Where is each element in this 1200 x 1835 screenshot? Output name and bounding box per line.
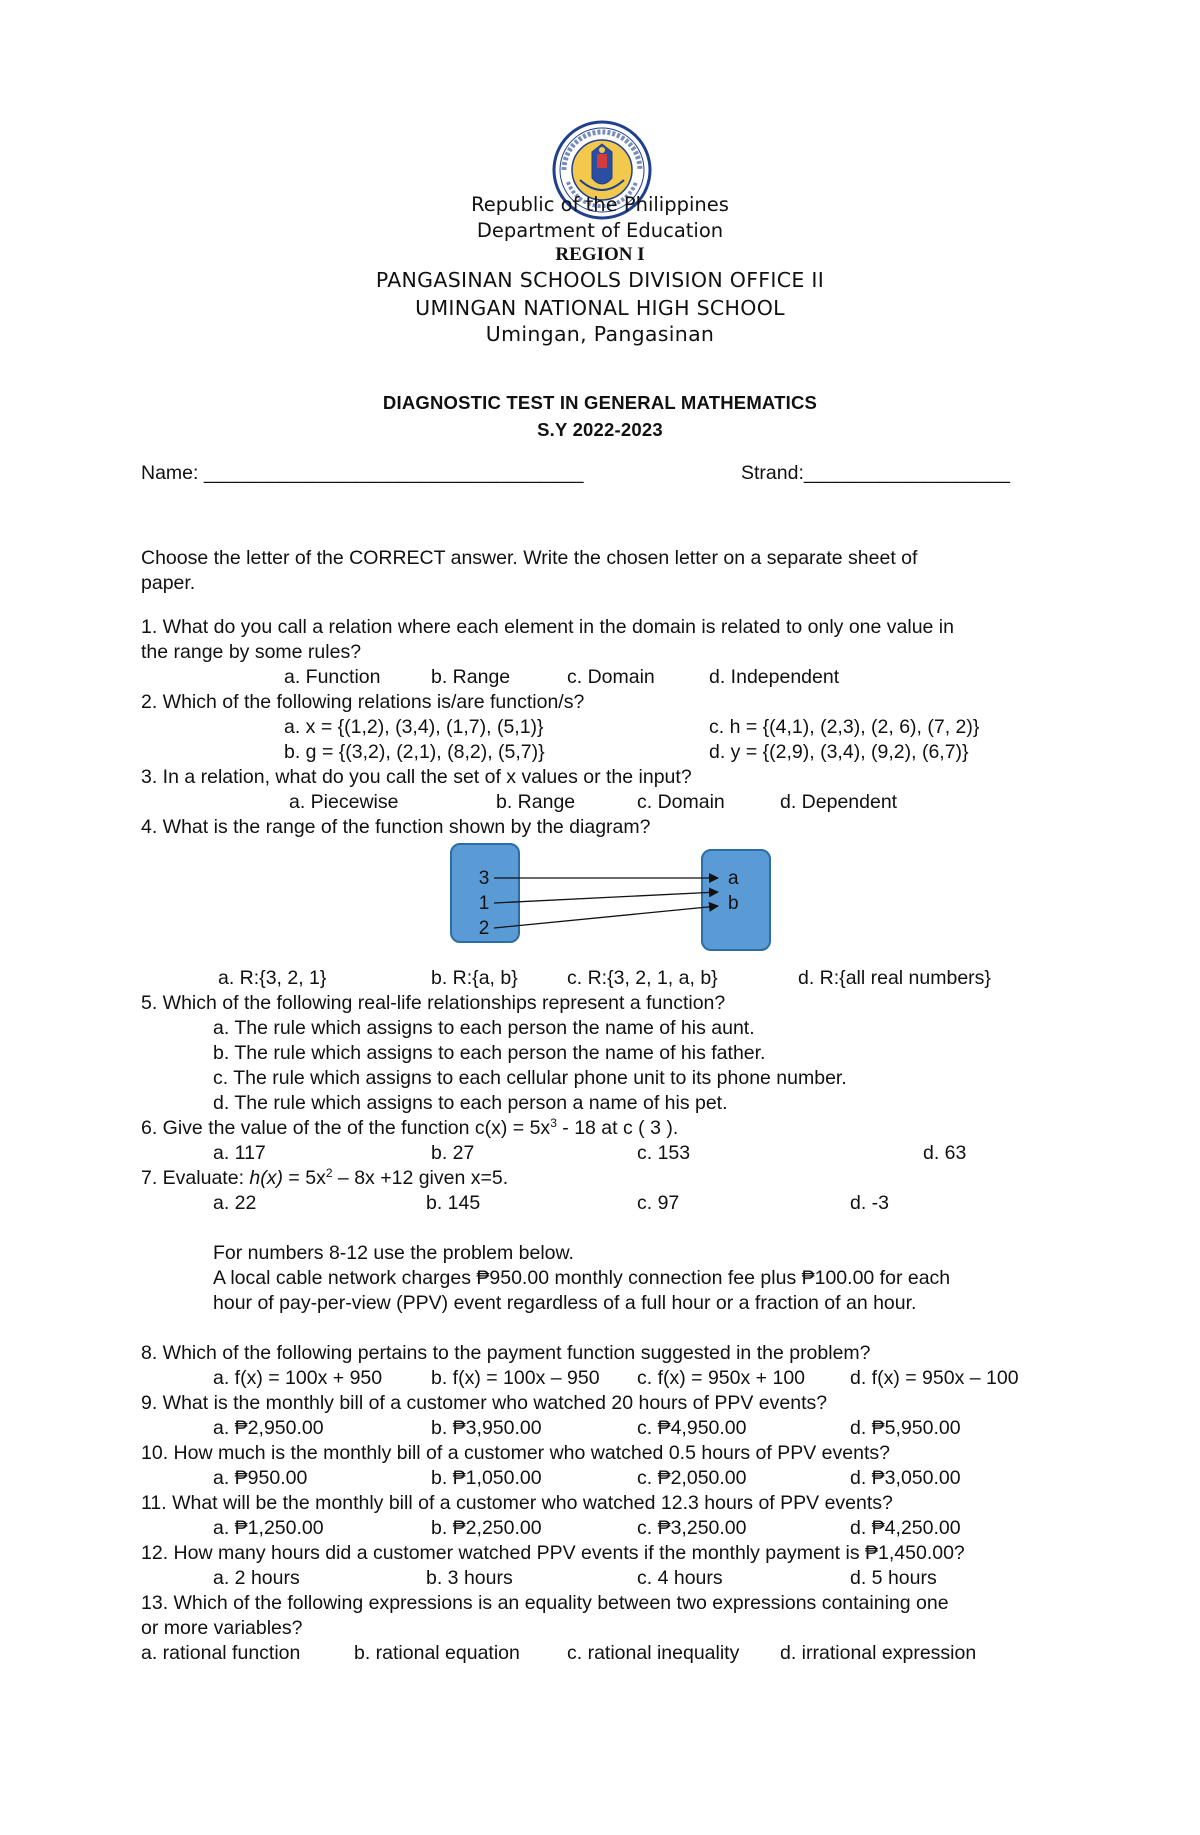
q11-option-b: b. ₱2,250.00 — [431, 1517, 542, 1539]
question-12: 12. How many hours did a customer watched PPV events if the monthly payment is ₱1,450.00? — [141, 1542, 965, 1564]
q5-option-a: a. The rule which assigns to each person the name of his aunt. — [213, 1017, 755, 1039]
range-element: a — [728, 868, 739, 889]
q6-option-b: b. 27 — [431, 1142, 475, 1164]
instructions-line: paper. — [141, 572, 196, 594]
q7-function-name: h(x) — [249, 1167, 283, 1189]
mapping-arrow — [494, 906, 718, 928]
domain-element: 1 — [478, 893, 490, 914]
q12-option-d: d. 5 hours — [850, 1567, 937, 1589]
range-element: b — [728, 893, 739, 914]
q1-option-b: b. Range — [431, 666, 511, 688]
division-text: PANGASINAN SCHOOLS DIVISION OFFICE II — [375, 268, 825, 292]
republic-text: Republic of the Philippines — [471, 193, 729, 216]
problem-intro: For numbers 8-12 use the problem below. — [213, 1242, 574, 1264]
q5-option-d: d. The rule which assigns to each person a name of his pet. — [213, 1092, 728, 1114]
q13-option-d: d. irrational expression — [780, 1642, 977, 1664]
q6-exponent: 3 — [550, 1116, 557, 1130]
school-location: Umingan, Pangasinan — [485, 322, 715, 346]
q9-option-a: a. ₱2,950.00 — [213, 1417, 324, 1439]
q4-option-d: d. R:{all real numbers} — [798, 967, 991, 989]
q1-option-a: a. Function — [284, 666, 381, 688]
q6-option-a: a. 117 — [213, 1142, 266, 1164]
question-1: 1. What do you call a relation where each element in the domain is related to only one value in — [141, 616, 954, 638]
department-text: Department of Education — [476, 219, 724, 242]
question-1-cont: the range by some rules? — [141, 641, 362, 663]
q3-option-c: c. Domain — [637, 791, 725, 813]
q7-text-end: – 8x +12 given x=5. — [332, 1167, 509, 1189]
question-6 — [141, 1116, 678, 1140]
q10-option-b: b. ₱1,050.00 — [431, 1467, 542, 1489]
q4-option-b: b. R:{a, b} — [431, 967, 518, 989]
region-text: REGION I — [555, 244, 645, 265]
q9-option-c: c. ₱4,950.00 — [637, 1417, 747, 1439]
q8-option-c: c. f(x) = 950x + 100 — [637, 1367, 806, 1389]
q1-option-c: c. Domain — [567, 666, 655, 688]
q12-option-a: a. 2 hours — [213, 1567, 300, 1589]
instructions-line: Choose the letter of the CORRECT answer. Write the chosen letter on a separate sheet of — [141, 547, 918, 569]
question-2: 2. Which of the following relations is/are function/s? — [141, 691, 585, 713]
q9-option-b: b. ₱3,950.00 — [431, 1417, 542, 1439]
q1-option-d: d. Independent — [709, 666, 840, 688]
school-year: S.Y 2022-2023 — [537, 419, 663, 440]
test-title: DIAGNOSTIC TEST IN GENERAL MATHEMATICS — [382, 392, 818, 413]
q12-option-c: c. 4 hours — [637, 1567, 723, 1589]
q2-option-d: d. y = {(2,9), (3,4), (9,2), (6,7)} — [709, 741, 969, 763]
q6-option-c: c. 153 — [637, 1142, 691, 1164]
q13-option-b: b. rational equation — [354, 1642, 520, 1664]
q5-option-b: b. The rule which assigns to each person the name of his father. — [213, 1042, 766, 1064]
question-5: 5. Which of the following real-life relationships represent a function? — [141, 992, 726, 1014]
mapping-arrow — [494, 892, 718, 903]
q7-option-d: d. -3 — [850, 1192, 890, 1214]
question-11: 11. What will be the monthly bill of a customer who watched 12.3 hours of PPV events? — [141, 1492, 893, 1514]
q9-option-d: d. ₱5,950.00 — [850, 1417, 961, 1439]
problem-text: hour of pay-per-view (PPV) event regardless of a full hour or a fraction of an hour. — [213, 1292, 917, 1314]
q6-text-end: - 18 at c ( 3 ). — [556, 1117, 679, 1139]
q4-option-a: a. R:{3, 2, 1} — [218, 967, 327, 989]
q7-option-b: b. 145 — [426, 1192, 481, 1214]
q10-option-d: d. ₱3,050.00 — [850, 1467, 961, 1489]
name-field[interactable]: Name: ___________________________________ — [141, 462, 584, 484]
question-13-cont: or more variables? — [141, 1617, 303, 1639]
q11-option-a: a. ₱1,250.00 — [213, 1517, 324, 1539]
domain-element: 2 — [478, 918, 490, 939]
q13-option-a: a. rational function — [141, 1642, 301, 1664]
question-8: 8. Which of the following pertains to the payment function suggested in the problem? — [141, 1342, 871, 1364]
q13-option-c: c. rational inequality — [567, 1642, 740, 1664]
q2-option-a: a. x = {(1,2), (3,4), (1,7), (5,1)} — [284, 716, 544, 738]
q3-option-d: d. Dependent — [780, 791, 898, 813]
q7-option-c: c. 97 — [637, 1192, 680, 1214]
q6-option-d: d. 63 — [923, 1142, 967, 1164]
strand-field[interactable]: Strand:___________________ — [741, 462, 1010, 484]
question-10: 10. How much is the monthly bill of a customer who watched 0.5 hours of PPV events? — [141, 1442, 890, 1464]
q10-option-a: a. ₱950.00 — [213, 1467, 308, 1489]
question-3: 3. In a relation, what do you call the set of x values or the input? — [141, 766, 692, 788]
q7-text: 7. Evaluate: — [141, 1167, 250, 1189]
q5-option-c: c. The rule which assigns to each cellular phone unit to its phone number. — [213, 1067, 847, 1089]
q12-option-b: b. 3 hours — [426, 1567, 513, 1589]
problem-text: A local cable network charges ₱950.00 monthly connection fee plus ₱100.00 for each — [213, 1267, 951, 1289]
q8-option-b: b. f(x) = 100x – 950 — [431, 1367, 600, 1389]
q2-option-c: c. h = {(4,1), (2,3), (2, 6), (7, 2)} — [709, 716, 980, 738]
question-4: 4. What is the range of the function shown by the diagram? — [141, 816, 651, 838]
q7-exponent: 2 — [325, 1166, 333, 1180]
q10-option-c: c. ₱2,050.00 — [637, 1467, 747, 1489]
q4-option-c: c. R:{3, 2, 1, a, b} — [567, 967, 718, 989]
q11-option-d: d. ₱4,250.00 — [850, 1517, 961, 1539]
q6-text: 6. Give the value of the of the function c(x) = 5x — [141, 1117, 551, 1139]
q2-option-b: b. g = {(3,2), (2,1), (8,2), (5,7)} — [284, 741, 545, 763]
question-13: 13. Which of the following expressions is an equality between two expressions containing one — [141, 1592, 949, 1614]
q8-option-a: a. f(x) = 100x + 950 — [213, 1367, 383, 1389]
q11-option-c: c. ₱3,250.00 — [637, 1517, 747, 1539]
q3-option-b: b. Range — [496, 791, 576, 813]
mapping-diagram — [440, 840, 780, 956]
q7-text-mid: = 5x — [283, 1167, 326, 1189]
q3-option-a: a. Piecewise — [289, 791, 399, 813]
question-9: 9. What is the monthly bill of a customer who watched 20 hours of PPV events? — [141, 1392, 828, 1414]
question-7 — [141, 1166, 508, 1190]
q8-option-d: d. f(x) = 950x – 100 — [850, 1367, 1019, 1389]
q7-option-a: a. 22 — [213, 1192, 257, 1214]
domain-element: 3 — [478, 868, 490, 889]
school-name: UMINGAN NATIONAL HIGH SCHOOL — [415, 296, 785, 320]
